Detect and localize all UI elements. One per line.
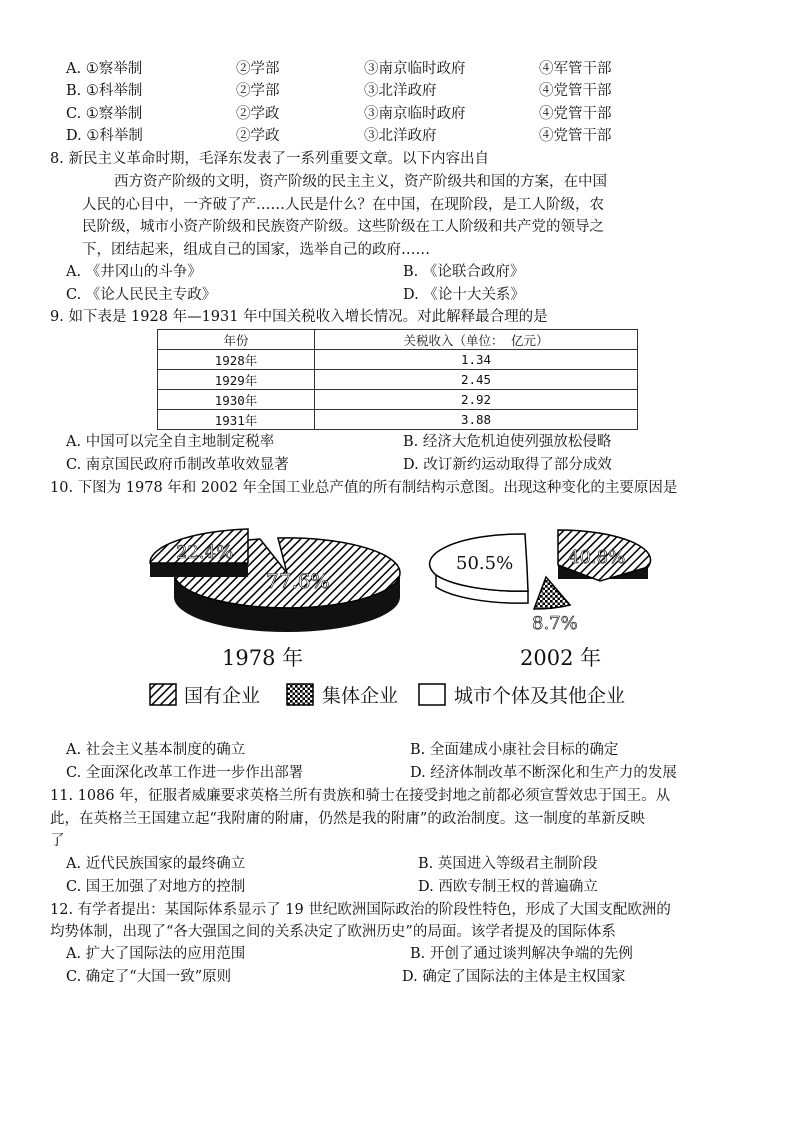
legend-swatch-state [150,684,176,705]
legend-label-other: 城市个体及其他企业 [454,685,626,707]
pie-1978 [150,529,400,670]
q7-option-c-2: ②学政 [236,106,280,122]
q12-stem-line-1: 12. 有学者提出：某国际体系显示了 19 世纪欧洲国际政治的阶段性特色，形成了大国支配欧洲的 [50,902,671,918]
q10-option-b: B. 全面建成小康社会目标的确定 [410,742,619,758]
table-cell-income: 1.34 [315,350,638,370]
q10-option-d: D. 经济体制改革不断深化和生产力的发展 [410,765,677,781]
q8-quote-line-3: 民阶级，城市小资产阶级和民族资产阶级。这些阶级在工人阶级和共产党的领导之 [82,219,604,235]
pie-2002-label-state: 40.8% [568,547,626,568]
q11-stem-line-1: 11. 1086 年，征服者威廉要求英格兰所有贵族和骑士在接受封地之前都必须宣誓效忠于国王。从 [50,788,671,804]
tariff-table [157,329,638,430]
table-cell-income: 3.88 [315,410,638,430]
q8-option-a: A. 《井冈山的斗争》 [66,264,202,280]
q11-option-c: C. 国王加强了对地方的控制 [66,879,246,895]
table-cell-income: 2.45 [315,370,638,390]
legend-swatch-collective [287,684,313,705]
q8-quote-line-2: 人民的心目中，一齐破了产……人民是什么？在中国，在现阶段，是工人阶级，农 [82,197,604,213]
pie-1978-label-state: 77.6% [266,569,330,593]
table-row [158,390,638,410]
table-cell-year: 1929年 [158,370,315,390]
q7-option-c-4: ④党管干部 [539,106,612,122]
q7-option-b-2: ②学部 [236,83,280,99]
q7-option-c-3: ③南京临时政府 [364,106,466,122]
q7-option-a-3: ③南京临时政府 [364,61,466,77]
pie-1978-slice-collective-side [150,563,248,577]
q8-quote-line-4: 下，团结起来，组成自己的国家，选举自己的政府…… [82,242,430,258]
legend-label-collective: 集体企业 [322,685,399,707]
q7-option-b-1: B. ①科举制 [66,83,143,99]
q7-option-a-4: ④军管干部 [539,61,612,77]
q10-option-c: C. 全面深化改革工作进一步作出部署 [66,765,304,781]
q7-option-b-4: ④党管干部 [539,83,612,99]
q9-option-d: D. 改订新约运动取得了部分成效 [403,457,612,473]
q12-option-c: C. 确定了“大国一致”原则 [66,969,232,985]
q12-option-b: B. 开创了通过谈判解决争端的先例 [410,946,633,962]
q10-option-a: A. 社会主义基本制度的确立 [66,742,246,758]
q7-option-c-1: C. ①察举制 [66,106,143,122]
q9-stem: 9. 如下表是 1928 年—1931 年中国关税收入增长情况。对此解释最合理的是 [50,309,548,325]
pie-charts-svg [130,505,670,735]
q11-option-b: B. 英国进入等级君主制阶段 [418,856,598,872]
q11-stem-line-3: 了 [50,833,65,849]
table-row [158,350,638,370]
q11-stem-line-2: 此，在英格兰王国建立起“我附庸的附庸，仍然是我的附庸”的政治制度。这一制度的革新反映 [50,811,645,827]
pie-2002-label-other: 50.5% [456,553,514,574]
q7-option-b-3: ③北洋政府 [364,83,437,99]
q11-option-a: A. 近代民族国家的最终确立 [66,856,246,872]
q8-quote-line-1: 西方资产阶级的文明，资产阶级的民主主义，资产阶级共和国的方案，在中国 [114,174,607,190]
table-header-row [158,330,638,350]
q12-stem-line-2: 均势体制，出现了“各大强国之间的关系决定了欧洲历史”的局面。该学者提及的国际体系 [50,924,616,940]
q7-option-d-4: ④党管干部 [539,128,612,144]
q9-option-a: A. 中国可以完全自主地制定税率 [66,434,275,450]
ownership-pie-charts [130,505,670,735]
q8-stem: 8. 新民主义革命时期，毛泽东发表了一系列重要文章。以下内容出自 [50,151,489,167]
q11-option-d: D. 西欧专制王权的普遍确立 [418,879,598,895]
q7-option-d-1: D. ①科举制 [66,128,143,144]
table-header-year: 年份 [158,330,315,350]
q9-option-c: C. 南京国民政府币制改革收效显著 [66,457,289,473]
table-cell-year: 1931年 [158,410,315,430]
q10-stem: 10. 下图为 1978 年和 2002 年全国工业总产值的所有制结构示意图。出现这种变化的主要原因是 [50,480,678,496]
q8-option-b: B. 《论联合政府》 [403,264,525,280]
q7-option-d-2: ②学政 [236,128,280,144]
q12-option-a: A. 扩大了国际法的应用范围 [66,946,246,962]
pie-1978-title: 1978 年 [222,646,304,670]
q7-option-d-3: ③北洋政府 [364,128,437,144]
pie-2002-slice-collective [534,577,570,609]
pie-1978-label-collective: 22.4% [176,542,234,563]
pie-2002-label-collective: 8.7% [532,613,578,634]
table-header-income: 关税收入（单位： 亿元） [315,330,638,350]
legend-label-state: 国有企业 [184,685,261,707]
q7-option-a-1: A. ①察举制 [66,61,143,77]
q12-option-d: D. 确定了国际法的主体是主权国家 [402,969,626,985]
legend-swatch-other [419,684,445,705]
table-cell-income: 2.92 [315,390,638,410]
pie-2002-title: 2002 年 [520,646,602,670]
table-cell-year: 1928年 [158,350,315,370]
q7-option-a-2: ②学部 [236,61,280,77]
q9-option-b: B. 经济大危机迫使列强放松侵略 [403,434,612,450]
table-cell-year: 1930年 [158,390,315,410]
table-row [158,410,638,430]
pie-2002 [430,530,651,670]
table-row [158,370,638,390]
chart-legend [150,684,625,707]
q8-option-d: D. 《论十大关系》 [403,287,525,303]
q8-option-c: C. 《论人民民主专政》 [66,287,217,303]
